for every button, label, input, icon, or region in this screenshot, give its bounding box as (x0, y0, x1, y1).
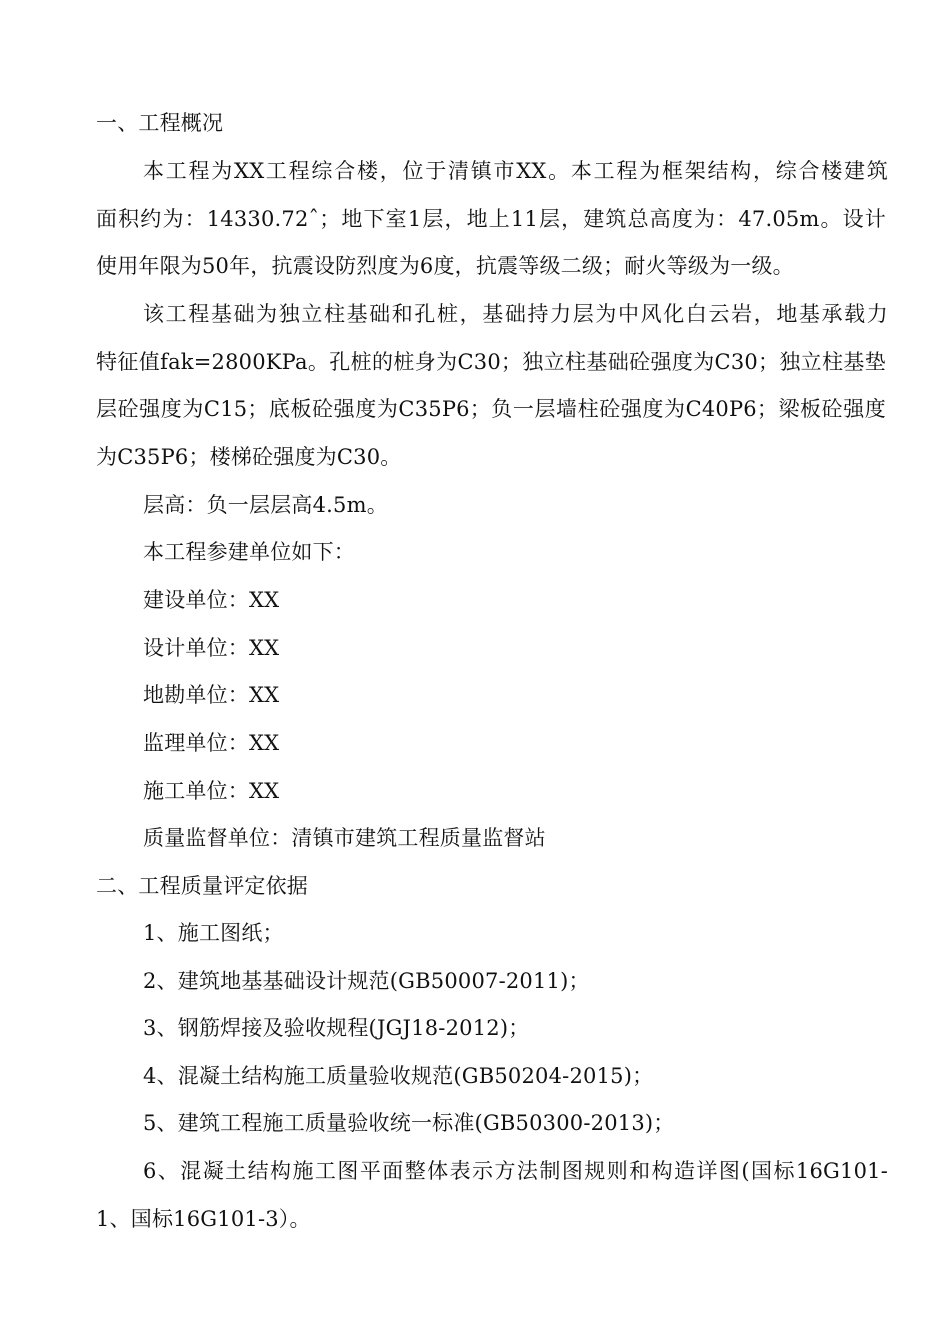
unit-supervisor: 监理单位：XX (143, 731, 280, 755)
floor-height: 层高：负一层层高4.5m。 (143, 493, 388, 517)
para2-line3: 层砼强度为C15；底板砼强度为C35P6；负一层墙柱砼强度为C40P6；梁板砼强度 (96, 397, 886, 421)
para2-line1: 该工程基础为独立柱基础和孔桩，基础持力层为中风化白云岩，地基承载力 (143, 302, 888, 326)
basis-item-4: 4、混凝土结构施工质量验收规范(GB50204-2015)； (143, 1064, 654, 1088)
basis-item-6-line1: 6、混凝土结构施工图平面整体表示方法制图规则和构造详图(国标16G101- (143, 1159, 888, 1183)
para2-line2: 特征值fak=2800KPa。孔桩的桩身为C30；独立柱基础砼强度为C30；独立柱基垫 (96, 350, 886, 374)
para1-line1: 本工程为XX工程综合楼，位于清镇市XX。本工程为框架结构，综合楼建筑 (143, 159, 888, 183)
basis-item-2: 2、建筑地基基础设计规范(GB50007-2011)； (143, 969, 590, 993)
section2-heading: 二、工程质量评定依据 (96, 874, 308, 898)
basis-item-3: 3、钢筋焊接及验收规程(JGJ18-2012)； (143, 1016, 530, 1040)
para2-line4: 为C35P6；楼梯砼强度为C30。 (96, 445, 402, 469)
unit-owner: 建设单位：XX (143, 588, 280, 612)
unit-contractor: 施工单位：XX (143, 779, 280, 803)
basis-item-6-line2: 1、国标16G101-3）。 (96, 1207, 311, 1231)
para1-line3: 使用年限为50年，抗震设防烈度为6度，抗震等级二级；耐火等级为一级。 (96, 254, 794, 278)
units-intro: 本工程参建单位如下： (143, 540, 355, 564)
para1-line2: 面积约为：14330.72ˆ；地下室1层，地上11层，建筑总高度为：47.05m。设计 (96, 207, 886, 231)
unit-designer: 设计单位：XX (143, 636, 280, 660)
basis-item-1: 1、施工图纸； (143, 921, 284, 945)
unit-quality: 质量监督单位：清镇市建筑工程质量监督站 (143, 826, 546, 850)
basis-item-5: 5、建筑工程施工质量验收统一标准(GB50300-2013)； (143, 1111, 675, 1135)
unit-survey: 地勘单位：XX (143, 683, 280, 707)
section1-heading: 一、工程概况 (96, 111, 224, 135)
